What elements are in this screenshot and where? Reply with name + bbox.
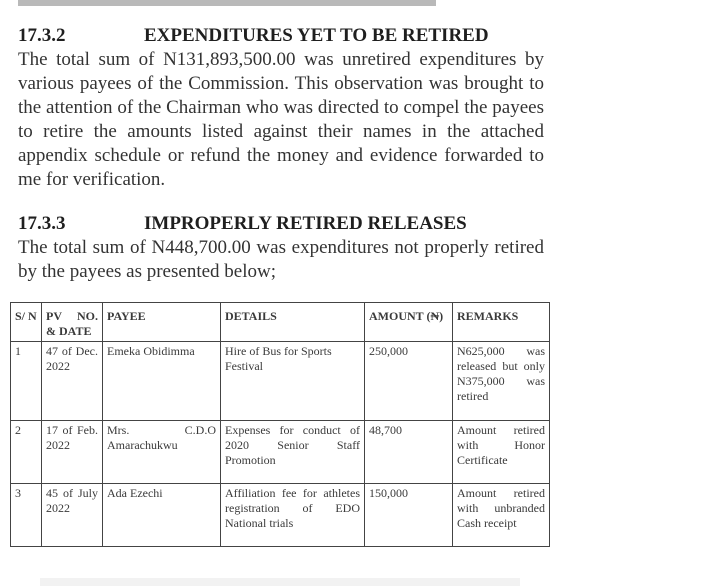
cell-remarks: N625,000 was released but only N375,000 was retired <box>453 342 550 421</box>
section-body: The total sum of N448,700.00 was expenditures not properly retired by the payees as presented below; <box>18 237 544 282</box>
cell-details: Expenses for conduct of 2020 Senior Staff Promotion <box>221 421 365 484</box>
cell-payee: Ada Ezechi <box>103 484 221 547</box>
table-row <box>11 342 550 421</box>
table-row <box>11 421 550 484</box>
cell-details: Affiliation fee for athletes registration of EDO National trials <box>221 484 365 547</box>
top-edge-rule <box>18 0 436 6</box>
section-body: The total sum of N131,893,500.00 was unretired expenditures by various payees of the Commission. This observation was brought to the attention of the Chairman who was directed to compel the payees to retire the amounts listed against their names in the attached appendix schedule or refund the money and evidence forwarded to me for verification. <box>18 49 544 190</box>
section-expenditures-unretired <box>18 24 544 211</box>
cell-pv: 47 of Dec. 2022 <box>42 342 103 421</box>
cell-remarks: Amount retired with unbranded Cash receipt <box>453 484 550 547</box>
improperly-retired-table <box>10 302 550 547</box>
cell-remarks: Amount retired with Honor Certificate <box>453 421 550 484</box>
cell-amount: 250,000 <box>365 342 453 421</box>
cell-amount: 150,000 <box>365 484 453 547</box>
section-heading <box>18 24 544 48</box>
header-pv: PV NO. & DATE <box>42 303 103 342</box>
header-payee: PAYEE <box>103 303 221 342</box>
cell-amount: 48,700 <box>365 421 453 484</box>
cell-payee: Emeka Obidimma <box>103 342 221 421</box>
table-row <box>11 484 550 547</box>
cell-pv: 45 of July 2022 <box>42 484 103 547</box>
cell-sn: 2 <box>11 421 42 484</box>
cell-sn: 3 <box>11 484 42 547</box>
section-number: 17.3.3 <box>18 213 66 234</box>
bottom-edge-shadow <box>40 578 520 586</box>
table-header-row <box>11 303 550 342</box>
cell-details: Hire of Bus for Sports Festival <box>221 342 365 421</box>
cell-payee: Mrs. C.D.O Amarachukwu <box>103 421 221 484</box>
cell-pv: 17 of Feb. 2022 <box>42 421 103 484</box>
header-remarks: REMARKS <box>453 303 550 342</box>
header-amount: AMOUNT (₦) <box>365 303 453 342</box>
section-title: EXPENDITURES YET TO BE RETIRED <box>144 25 489 46</box>
section-title: IMPROPERLY RETIRED RELEASES <box>144 213 467 234</box>
section-heading <box>18 212 544 236</box>
header-sn: S/ N <box>11 303 42 342</box>
section-number: 17.3.2 <box>18 25 66 46</box>
cell-sn: 1 <box>11 342 42 421</box>
header-details: DETAILS <box>221 303 365 342</box>
section-improperly-retired <box>18 212 544 303</box>
